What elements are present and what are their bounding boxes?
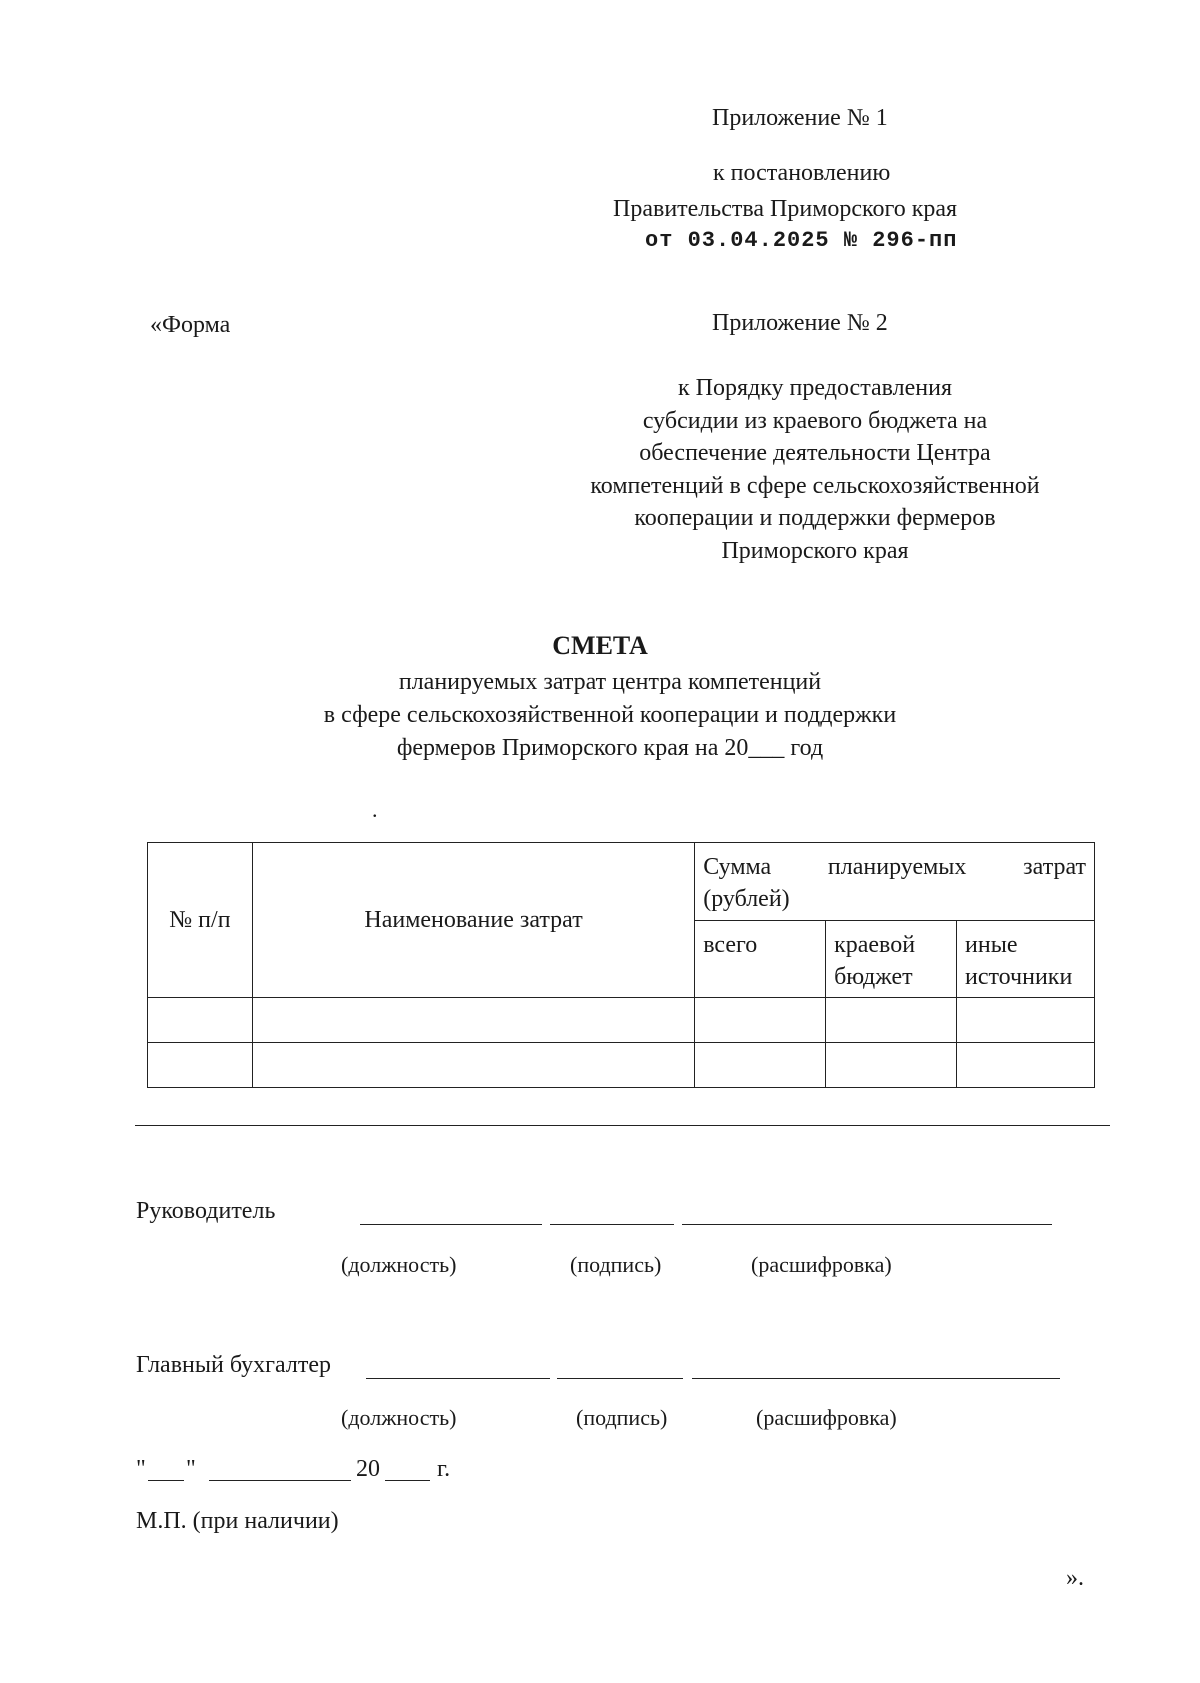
appendix2-description: [540, 372, 1090, 567]
accountant-signature-caption: (подпись): [576, 1405, 668, 1430]
table-cell[interactable]: [252, 1043, 694, 1088]
head-position-line[interactable]: [360, 1224, 542, 1225]
table-row: [148, 998, 1095, 1043]
resolution-date-number-stamp: от 03.04.2025 № 296-пп: [645, 228, 958, 253]
subtitle-line: планируемых затрат центра компетенций: [398, 669, 822, 695]
header-sum-line: Сумма планируемых затрат: [703, 854, 1086, 880]
date-month-line[interactable]: [209, 1480, 351, 1481]
date-year-line[interactable]: [385, 1480, 430, 1481]
accountant-decoding-line[interactable]: [692, 1378, 1060, 1379]
appendix2-line: компетенций в сфере сельскохозяйственной: [590, 472, 1040, 499]
table-header-row: [148, 843, 1095, 921]
header-sum-unit: (рублей): [703, 886, 790, 912]
accountant-signature-line[interactable]: [557, 1378, 683, 1379]
table-cell[interactable]: [957, 998, 1095, 1043]
table-cell[interactable]: [695, 998, 826, 1043]
document-subtitle: [200, 666, 1020, 765]
table-row: [148, 1043, 1095, 1088]
header-cell-name: Наименование затрат: [252, 843, 694, 998]
seal-label: М.П. (при наличии): [136, 1508, 339, 1534]
estimate-table: [147, 842, 1095, 1088]
head-position-caption: (должность): [341, 1252, 457, 1277]
table-cell[interactable]: [148, 1043, 253, 1088]
appendix2-line: к Порядку предоставления: [677, 375, 952, 401]
date-day-line[interactable]: [148, 1480, 184, 1481]
accountant-position-caption: (должность): [341, 1405, 457, 1430]
appendix2-line: Приморского края: [721, 537, 909, 564]
head-decoding-caption: (расшифровка): [751, 1252, 892, 1277]
subtitle-line: фермеров Приморского края на 20___ год: [396, 735, 824, 761]
table-cell[interactable]: [826, 1043, 957, 1088]
head-label: Руководитель: [136, 1198, 276, 1224]
closing-quote: ».: [1066, 1565, 1084, 1591]
table-cell[interactable]: [695, 1043, 826, 1088]
header-cell-sum: [695, 843, 1095, 921]
table-cell[interactable]: [826, 998, 957, 1043]
appendix2-line: субсидии из краевого бюджета на: [642, 407, 988, 434]
appendix2-title: Приложение № 2: [712, 310, 888, 336]
table-cell[interactable]: [148, 998, 253, 1043]
date-year-suffix: г.: [437, 1456, 451, 1482]
document-title: СМЕТА: [552, 631, 648, 660]
date-year-prefix: 20: [356, 1456, 380, 1482]
accountant-position-line[interactable]: [366, 1378, 550, 1379]
appendix1-title: Приложение № 1: [712, 105, 888, 131]
appendix2-line: кооперации и поддержки фермеров: [634, 505, 996, 531]
head-decoding-line[interactable]: [682, 1224, 1052, 1225]
date-quote-open: ": [136, 1456, 146, 1482]
table-cell[interactable]: [252, 998, 694, 1043]
accountant-label: Главный бухгалтер: [136, 1352, 331, 1378]
subtitle-line: в сфере сельскохозяйственной кооперации и поддержки: [323, 702, 897, 728]
accountant-decoding-caption: (расшифровка): [756, 1405, 897, 1430]
head-signature-line[interactable]: [550, 1224, 674, 1225]
form-label: «Форма: [150, 312, 231, 338]
header-cell-regional: краевой бюджет: [826, 921, 957, 998]
header-cell-other: иные источники: [957, 921, 1095, 998]
appendix1-to-resolution: к постановлению: [713, 160, 891, 186]
stray-dot: .: [372, 797, 378, 822]
appendix2-line: обеспечение деятельности Центра: [639, 440, 991, 466]
separator-line: [135, 1125, 1110, 1126]
head-signature-caption: (подпись): [570, 1252, 662, 1277]
header-cell-total: всего: [695, 921, 826, 998]
table-cell[interactable]: [957, 1043, 1095, 1088]
header-cell-number: № п/п: [148, 843, 253, 998]
appendix1-government: Правительства Приморского края: [613, 196, 958, 222]
date-quote-close: ": [186, 1456, 196, 1482]
